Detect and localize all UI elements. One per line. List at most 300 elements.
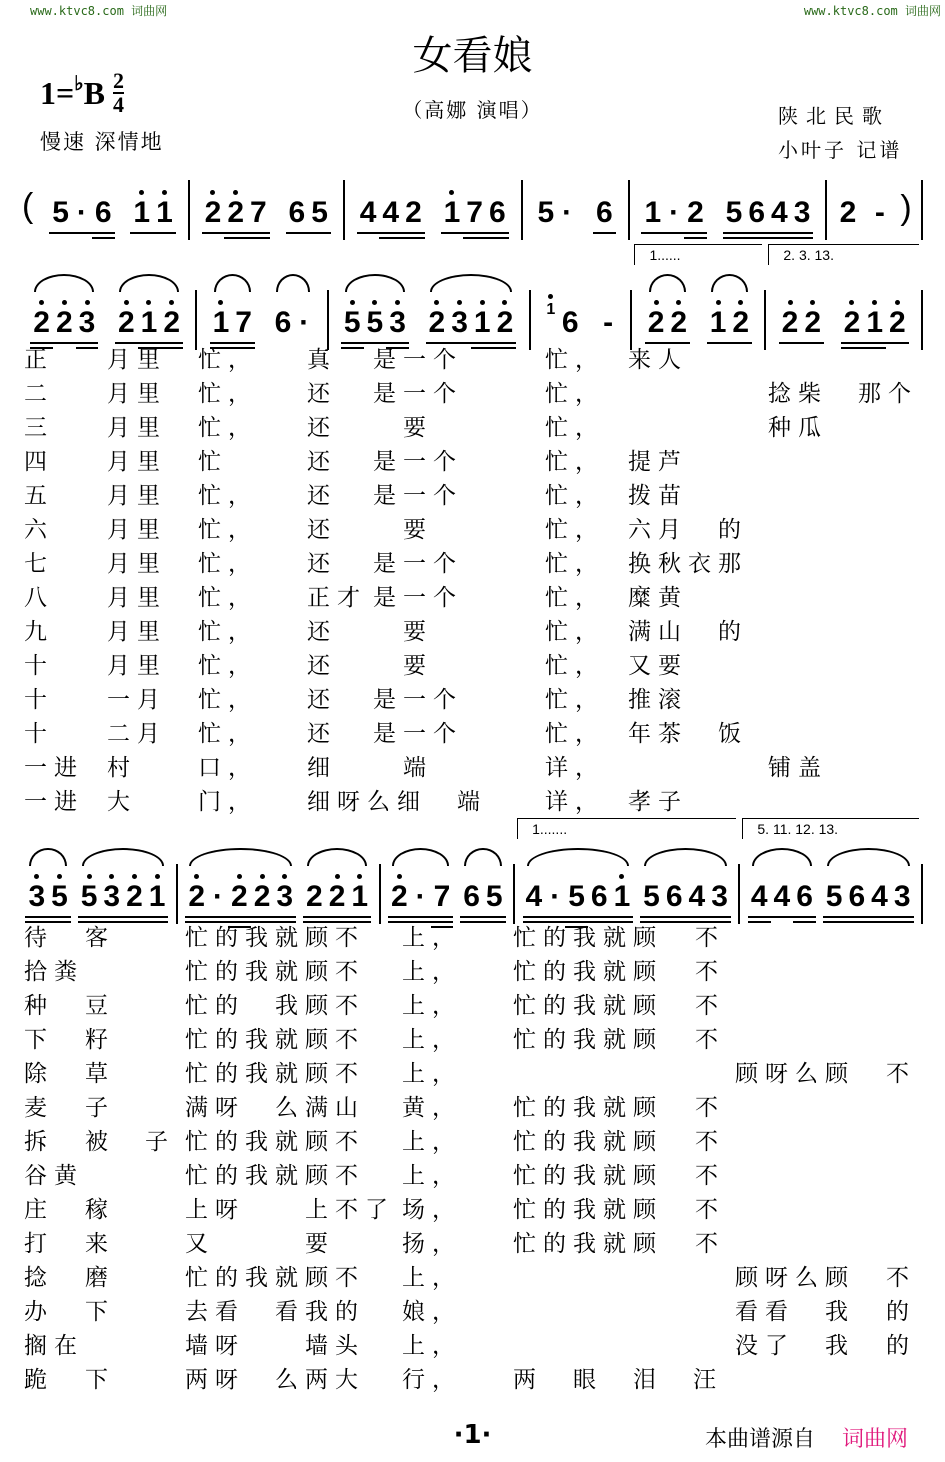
note [598,308,618,338]
underline [286,232,309,234]
beam-group [426,308,517,338]
lyric-text: 子 [85,1095,115,1121]
lyric-text: 忙， [545,551,605,577]
beam-group [748,882,816,912]
lyric-text: 忙， [198,653,258,679]
underline [130,232,153,234]
lyric-text: 详， [545,755,605,781]
note-digit: 1 [546,301,556,318]
underline [845,916,868,918]
note [645,308,668,338]
underline [232,342,255,344]
lyric-text: 忙， [198,415,258,441]
note-digit: 6 [665,880,683,913]
note [845,882,868,912]
note-digit: 4 [525,880,543,913]
lyric-text: 忙， [545,619,605,645]
note-digit: 2 [804,306,822,339]
underline [448,342,471,344]
lyric-text: 顾呀么顾 [735,1061,855,1087]
beam-group [202,198,270,228]
lyric-text: 忙， [198,619,258,645]
note-digit: 2 [405,196,422,229]
underline [160,342,183,344]
note-digit: 2 [188,880,206,913]
underline [708,916,731,918]
note [202,198,225,228]
lyric-text: 是一个 [373,721,463,747]
lyric-text: 月里 [107,619,167,645]
underline [593,232,616,234]
underline [729,342,752,344]
octave-dot [34,874,39,879]
octave-dot [502,300,507,305]
underline [402,232,425,234]
note-digit: 2 [687,196,704,229]
lyric-text: 十 [24,721,54,747]
source-label: 本曲谱源自 [705,1427,816,1452]
measure [766,247,923,350]
watermark-left[interactable]: www.ktvc8.com 词曲网 [30,4,168,18]
note-digit: 2 [732,306,750,339]
underline [667,342,690,344]
beam-group [707,308,752,338]
lyric-text: 草 [85,1061,115,1087]
lyric-text: 捻柴 那个 [768,381,918,407]
lyric-text: 提芦 [628,449,688,475]
note [870,198,890,228]
lyric-text: 忙的我就顾不 [185,925,365,951]
underline [463,232,486,234]
note [247,198,270,228]
underline [823,916,846,918]
lyric-text: 是一个 [373,551,463,577]
octave-dot [895,300,900,305]
note [386,308,409,338]
lyric-row [0,991,945,1025]
lyric-text: 要 [373,415,433,441]
octave-dot [654,300,659,305]
note-digit: 2 [227,196,244,229]
note [78,882,101,912]
lyric-text: 上， [402,925,462,951]
note-digit: 1 [473,306,491,339]
underline [379,232,402,234]
underline [486,232,509,234]
tempo-marking: 慢速 深情地 [40,130,164,154]
underline [251,916,274,918]
octave-dot [397,874,402,879]
lyric-text: 要 [373,517,433,543]
measure [197,290,328,350]
measure [190,180,345,240]
note-digit: 5 [51,880,68,913]
lyric-row [0,923,945,957]
note [272,308,295,338]
beam-group [543,301,582,339]
underline [138,342,161,344]
beam-group [25,882,70,912]
lyric-text: 黄， [402,1095,462,1121]
lyric-text: 忙的我就顾 [513,1129,663,1155]
lyric-text: 正 [24,347,54,373]
lyric-text: 忙， [545,721,605,747]
lyric-text: 忙的我就顾 [513,1095,663,1121]
lyric-row [0,685,945,719]
lyric-text: 村 [107,755,137,781]
note [545,882,565,912]
underline [841,342,864,344]
note [146,882,169,912]
note [123,882,146,912]
note [684,198,707,228]
beam-group [823,882,914,912]
note [286,198,309,228]
lyric-text: 是一个 [373,483,463,509]
lyric-text: 谷黄 [24,1163,84,1189]
lyric-text: 七 [24,551,54,577]
note [664,198,684,228]
lyric-text: 看看 我 [735,1299,855,1325]
underline [92,237,115,239]
lyric-text: 籽 [85,1027,115,1053]
lyric-text: 忙的我就顾 [513,959,663,985]
lyric-text: 稼 [85,1197,115,1223]
underline [588,916,611,918]
octave-dot [788,300,793,305]
note-digit: 6 [94,196,112,229]
lyric-text: 忙的我就顾不 [185,959,365,985]
underline [791,232,814,234]
note [748,882,771,912]
underline [386,342,409,344]
beam-group [593,198,616,228]
beam-group [130,198,175,228]
lyric-text: 顾呀么顾 [735,1265,855,1291]
key-one: 1= [40,74,75,111]
transcriber: 小叶子 记谱 [778,138,903,162]
underline [793,916,816,918]
lyric-text: 搁在 [24,1333,84,1359]
note [294,308,314,338]
note-digit: 6 [463,880,480,913]
lyric-text: 上， [402,1129,462,1155]
underline [326,916,349,918]
lyric-text: 孝子 [628,789,688,815]
underline [224,237,247,239]
underline [663,916,686,918]
measure [515,821,740,924]
lyric-text: 还 [307,721,337,747]
open-paren: ( [22,187,34,225]
slur-mark [214,274,251,292]
song-title: 女看娘 [412,33,533,79]
note [208,882,228,912]
lyric-row [0,1059,945,1093]
measure [531,290,633,350]
measure [740,821,923,924]
lyric-text: 是一个 [373,687,463,713]
octave-dot [676,300,681,305]
note [708,882,731,912]
lyric-text: 种 [24,993,54,1019]
note-digit: 2 [328,880,346,913]
note [640,882,663,912]
lyric-text: 磨 [85,1265,115,1291]
note [771,882,794,912]
lyric-text: 细呀么细 端 [307,789,487,815]
underline [48,916,71,918]
lyric-text: 铺盖 [768,755,828,781]
source-site-link[interactable]: 词曲网 [842,1427,909,1452]
measure [37,180,189,240]
underline [115,342,138,344]
notation-line-refrain [18,821,923,924]
beam-group [534,198,577,228]
measure [630,180,828,240]
note-digit: 5 [311,196,328,229]
note [441,198,464,228]
note [348,882,371,912]
octave-dot [457,300,462,305]
note-digit: 1 [148,880,166,913]
beam-group [641,198,706,228]
lyric-text: 十 [24,687,54,713]
lyric-text: 满山 的 [628,619,748,645]
lyric-text: 正才 [307,585,367,611]
slur-mark [119,274,179,292]
beam-group [303,882,371,912]
lyric-text: 忙的我就顾不 [185,1265,365,1291]
lyric-text: 又要 [628,653,688,679]
note [185,882,208,912]
slur-mark [649,274,686,292]
lyric-row [0,719,945,753]
lyric-text: 两 眼 泪 汪 [513,1367,723,1393]
octave-dot [810,300,815,305]
note-digit: 5 [725,196,743,229]
underline [228,916,251,918]
measure [18,864,178,924]
note [707,308,730,338]
measure [827,180,923,240]
note [559,308,582,338]
lyric-row [0,1093,945,1127]
note-digit: 1 [866,306,884,339]
note-digit: · [213,880,224,913]
lyric-text: 六月 的 [628,517,748,543]
note [779,308,802,338]
lyric-text: 不 [695,1163,725,1189]
lyric-text: 月里 [107,415,167,441]
underline [460,916,483,918]
underline [92,232,115,234]
beam-group [286,198,331,228]
lyric-row [0,413,945,447]
lyric-text: 行， [402,1367,462,1393]
note-digit: 3 [711,880,728,913]
underline [208,916,228,918]
underline [388,916,411,918]
lyric-text: 忙的我就顾不 [185,1027,365,1053]
lyric-text: 忙的我就顾 [513,925,663,951]
octave-dot [260,874,265,879]
note-digit: 3 [893,880,911,913]
lyric-text: 还 [307,449,337,475]
note [729,308,752,338]
underline [78,916,101,918]
note-digit: 2 [204,196,222,229]
note-digit: 3 [389,306,406,339]
lyric-text: 忙， [198,517,258,543]
note [341,308,364,338]
note-digit: 3 [276,880,294,913]
key-note: B [83,74,106,111]
lyric-text: 两呀 么两大 [185,1367,365,1393]
lyric-text: 打 [24,1231,54,1257]
note [667,308,690,338]
note-digit: 3 [28,880,46,913]
note-digit: 6 [748,196,766,229]
lyric-text: 忙， [545,381,605,407]
lyric-text: 忙， [545,449,605,475]
note-digit: 2 [428,306,446,339]
note-digit: 4 [359,196,377,229]
lyric-text: 忙 [198,449,228,475]
lyric-text: 下 [85,1299,115,1325]
lyric-text: 庄 [24,1197,54,1223]
note [801,308,824,338]
note [463,198,486,228]
note-digit: 2 [55,306,73,339]
note [886,308,909,338]
lyric-text: 下 [24,1027,54,1053]
lyric-text: 还 [307,653,337,679]
octave-dot [716,300,721,305]
note [891,882,914,912]
note-digit: 1 [644,196,662,229]
underline [645,342,668,344]
note [483,882,506,912]
underline [308,232,331,234]
note-digit: 5 [643,880,660,913]
underline [707,342,730,344]
note-digit: 5 [568,880,585,913]
octave-dot [39,300,44,305]
octave-dot [480,300,485,305]
note-digit: 2 [126,880,143,913]
octave-dot [162,190,167,195]
octave-dot [85,300,90,305]
note [251,882,274,912]
lyric-text: 忙， [198,585,258,611]
lyric-text: 上呀 上不了 [185,1197,395,1223]
lyric-text: 一进 [24,789,84,815]
beam-group [870,198,890,228]
note-digit: 6 [796,880,813,913]
song-origin: 陕北民歌 [778,104,890,128]
underline [801,342,824,344]
underline [768,232,791,234]
note [686,882,709,912]
note-digit: 5 [485,880,503,913]
volta-bracket: 1...... [634,244,762,265]
beam-group [837,198,860,228]
lyric-row [0,1229,945,1263]
note [210,308,233,338]
lyric-text: 忙， [198,381,258,407]
lyric-text: 被 子 [85,1129,175,1155]
note-digit: 4 [750,880,768,913]
lyric-row [0,1127,945,1161]
note [791,198,814,228]
note-digit: 6 [561,306,579,339]
underline [402,237,425,239]
slur-mark [827,848,910,866]
lyric-text: 六 [24,517,54,543]
slur-mark [392,848,449,866]
note [364,308,387,338]
note [273,882,296,912]
lyric-text: 忙的我就顾 [513,1231,663,1257]
lyrics-block-1 [0,345,945,821]
underline [426,342,449,344]
beam-group [272,308,315,338]
underline [523,916,546,918]
underline [463,237,486,239]
note [863,308,886,338]
note [411,882,431,912]
lyric-text: 去看 看我的 [185,1299,365,1325]
underline [357,232,380,234]
note [224,198,247,228]
underline [886,342,909,344]
note [588,882,611,912]
underline [745,237,768,239]
note-digit: 2 [253,880,271,913]
underline [684,232,707,234]
measure [18,290,197,350]
note [565,882,588,912]
note [76,308,99,338]
underline [247,237,270,239]
lyric-text: 要 [373,653,433,679]
note-digit: 5 [343,306,361,339]
note-digit: 5 [52,196,69,229]
underline [30,342,53,344]
underline [153,232,176,234]
octave-dot [449,190,454,195]
underline [565,916,588,918]
lyric-text: 上， [402,1061,462,1087]
note [308,198,331,228]
beam-group [523,882,634,912]
underline [303,916,326,918]
beam-group [388,882,453,912]
note-digit: 5 [537,196,555,229]
lyric-row [0,1161,945,1195]
octave-dot [218,300,223,305]
watermark-right[interactable]: www.ktvc8.com 词曲网 [803,4,941,18]
octave-dot [335,874,340,879]
volta-bracket: 1....... [517,818,736,839]
note-digit: 4 [773,880,791,913]
note-digit: · [76,196,87,229]
note [48,882,71,912]
lyric-text: 月里 [107,483,167,509]
lyric-text: 细 [307,755,337,781]
page-number: ·1· [453,1420,492,1450]
